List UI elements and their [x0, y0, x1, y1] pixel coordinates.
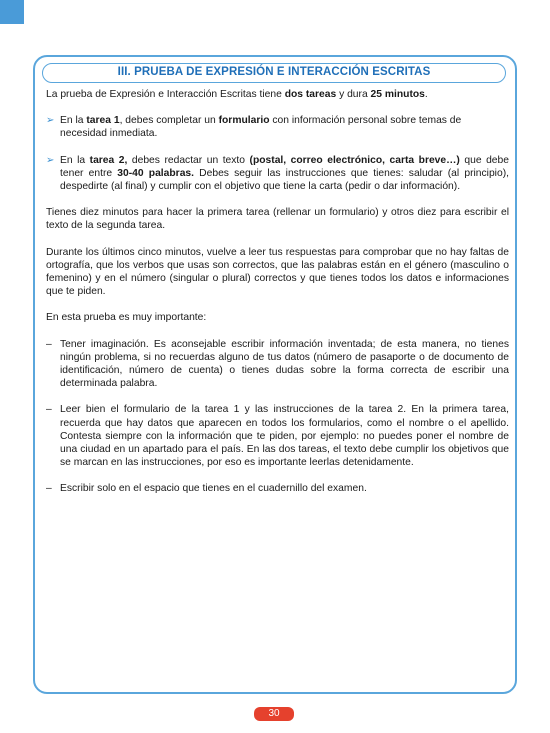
page-number: 30 [254, 707, 294, 721]
tip-text: Leer bien el formulario de la tarea 1 y las instrucciones de la tarea 2. En la primera tarea, recuerda que hay datos que aparecen en todos los formularios, como el nombre o el apellido. Contesta siempre con la información que te piden, por ejemplo: no puedes poner el nombre de una ciudad en un apartado para el país. En las dos tareas, el texto debe cumplir los objetivos que se marcan en las instrucciones, por eso es importante leerlas detenidamente. [60, 404, 509, 469]
task2-bullet [46, 154, 509, 194]
arrow-bullet-icon: ➢ [46, 154, 55, 166]
tip-item [46, 338, 509, 391]
main-content [46, 88, 509, 496]
task2-bold-types: (postal, correo electrónico, carta breve…) [249, 154, 460, 166]
intro-bold-duration: 25 minutos [370, 89, 425, 100]
task2-bold-words: 30-40 palabras. [117, 167, 195, 179]
time-paragraph: Tienes diez minutos para hacer la primera tarea (rellenar un formulario) y otros diez para escribir el texto de la segunda tarea. [46, 207, 509, 232]
dash-bullet: – [46, 483, 52, 495]
task2-mid2: que debe tener entre [60, 154, 509, 179]
intro-text-mid: y dura [336, 89, 371, 100]
important-intro: En esta prueba es muy importante: [46, 312, 207, 324]
task2-mid: debes redactar un texto [127, 154, 250, 166]
task1-bullet [46, 114, 509, 140]
tip-item [46, 482, 509, 495]
tip-text: Tener imaginación. Es aconsejable escribir información inventada; de esta manera, no tienes ningún problema, si no recuerdas alguno de tus datos (número de pasaporte o de documento de identificación, número de cuenta) o tienes dudas sobre la forma correcta de escribir una determinada palabra. [60, 338, 509, 390]
task1-pre: En la [60, 115, 87, 127]
section-title-text: III. PRUEBA DE EXPRESIÓN E INTERACCIÓN ESCRITAS [117, 66, 431, 78]
intro-text-end: . [424, 89, 428, 100]
task2-text [60, 154, 509, 194]
intro-paragraph [46, 88, 509, 101]
task1-bold-form: formulario [218, 115, 270, 127]
review-paragraph: Durante los últimos cinco minutos, vuelve a leer tus respuestas para comprobar que no hay faltas de ortografía, que los verbos que usas son correctos, que las palabras están en el género (masculino o femenino) y en el número (singular o plural) correctos y que tienes todos los datos e informaciones que te piden. [46, 246, 509, 298]
task1-mid: , debes completar un [119, 115, 219, 127]
intro-bold-tasks: dos tareas [284, 89, 337, 100]
arrow-bullet-icon: ➢ [46, 115, 55, 127]
task1-bold-name: tarea 1 [86, 115, 120, 127]
dash-bullet: – [46, 338, 52, 350]
task1-post: con información personal sobre temas de necesidad inmediata. [60, 115, 462, 140]
task2-pre: En la [60, 154, 90, 166]
task1-text [60, 114, 509, 140]
tip-item [46, 403, 509, 469]
dash-bullet: – [46, 404, 52, 416]
task2-bold-name: tarea 2, [89, 154, 128, 166]
tip-text: Escribir solo en el espacio que tienes en el cuadernillo del examen. [60, 483, 367, 495]
section-title [42, 63, 506, 83]
intro-text: La prueba de Expresión e Interacción Escritas tiene [46, 89, 285, 100]
task2-post: Debes seguir las instrucciones que tienes: saludar (al principio), despedirte (al final) y cumplir con el objetivo que tiene la carta (pedir o dar información). [60, 167, 509, 193]
corner-tab [0, 0, 24, 24]
